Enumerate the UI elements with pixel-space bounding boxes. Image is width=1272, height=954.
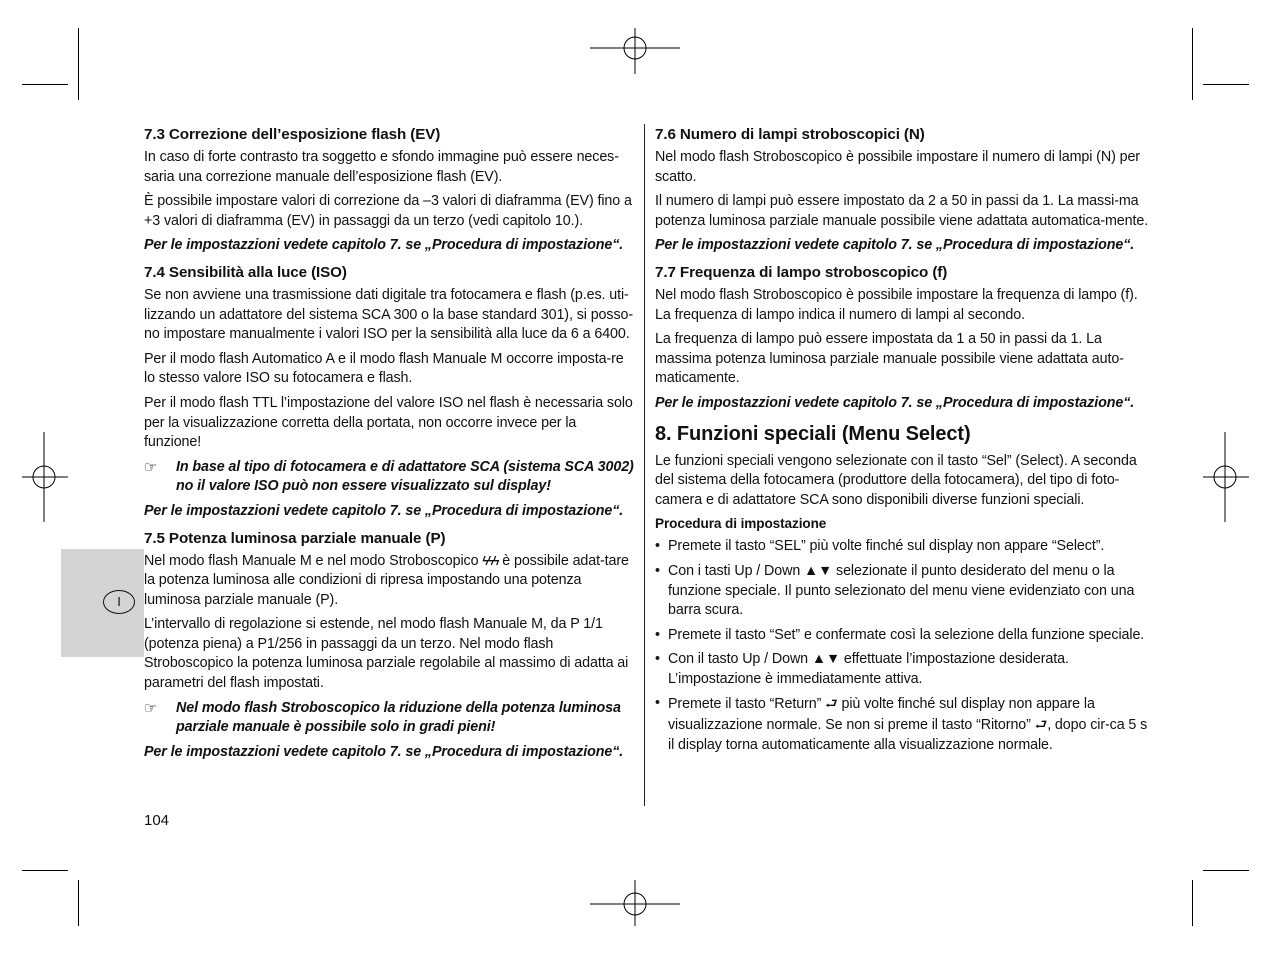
registration-mark-right bbox=[1203, 432, 1249, 522]
paragraph: In caso di forte contrasto tra soggetto e sfondo immagine può essere neces-saria una correzione manuale dell’esposizione flash (EV). bbox=[144, 149, 619, 185]
section-title: 7.3 Correzione dell’esposizione flash (EV) bbox=[144, 126, 441, 143]
section-7-5 bbox=[144, 528, 636, 763]
section-title: 7.4 Sensibilità alla luce (ISO) bbox=[144, 263, 347, 281]
note bbox=[144, 699, 636, 738]
left-column bbox=[144, 124, 636, 768]
note-text: In base al tipo di fotocamera e di adattatore SCA (sistema SCA 3002) no il valore ISO può non essere visualizzato sul display! bbox=[176, 458, 634, 495]
crop-mark bbox=[78, 880, 79, 926]
section-title: 7.6 Numero di lampi stroboscopici (N) bbox=[655, 126, 925, 143]
procedure-reference: Per le impostazzioni vedete capitolo 7. se „Procedura di impostazione“. bbox=[144, 743, 624, 760]
procedure-reference: Per le impostazzioni vedete capitolo 7. se „Procedura di impostazione“. bbox=[144, 237, 624, 254]
section-8 bbox=[655, 420, 1151, 756]
section-7-6 bbox=[655, 124, 1151, 256]
chapter-title: 8. Funzioni speciali (Menu Select) bbox=[655, 422, 971, 445]
crop-mark bbox=[22, 870, 68, 871]
list-item: • Premete il tasto “Return” ⮐ più volte finché sul display non appare la visualizzazione normale. Se non si preme il tasto “Ritorno” ⮐, dopo cir-ca 5 s il display torna automaticamente alla visualizzazione normale. bbox=[655, 694, 1151, 755]
list-item: • Premete il tasto “SEL” più volte finché sul display non appare “Select”. bbox=[655, 537, 1151, 557]
note bbox=[144, 458, 636, 497]
paragraph: Per il modo flash TTL l’impostazione del valore ISO nel flash è necessaria solo per la visualizzazione corretta della portata, non occorre invece per la funzione! bbox=[144, 394, 633, 451]
right-column bbox=[655, 124, 1151, 760]
paragraph: Nel modo flash Stroboscopico è possibile impostare il numero di lampi (N) per scatto. bbox=[655, 149, 1140, 185]
note-text: Nel modo flash Stroboscopico la riduzione della potenza luminosa parziale manuale è possibile solo in gradi pieni! bbox=[176, 699, 621, 736]
section-7-4 bbox=[144, 262, 636, 522]
paragraph: La frequenza di lampo può essere impostata da 1 a 50 in passi da 1. La massima potenza luminosa parziale manuale possibile viene adattata auto-maticamente. bbox=[655, 331, 1124, 387]
paragraph: Nel modo flash Manuale M e nel modo Stroboscopico ϟϟϟ è possibile adat-tare la potenza luminosa alle condizioni di ripresa impostando una potenza luminosa parziale manuale (P). bbox=[144, 552, 629, 608]
crop-mark bbox=[1203, 84, 1249, 85]
paragraph: Le funzioni speciali vengono selezionate con il tasto “Sel” (Select). A seconda del sistema della fotocamera (produttore della fotocamera), del tipo di foto-camera e di adattatore SCA sono disponibili diverse funzioni speciali. bbox=[655, 452, 1137, 508]
stroboscopic-icon: ϟϟϟ bbox=[482, 553, 499, 568]
return-icon: ⮐ bbox=[825, 695, 838, 712]
pointing-hand-icon: ☞ bbox=[144, 699, 158, 717]
language-tab-letter: I bbox=[103, 590, 135, 614]
paragraph: Se non avviene una trasmissione dati digitale tra fotocamera e flash (p.es. uti-lizzando un adattatore del sistema SCA 300 o la base standard 301), si posso-no impostare manualmente i valori ISO per la sensibilità alla luce da 6 a 6400. bbox=[144, 286, 634, 343]
crop-mark bbox=[22, 84, 68, 85]
column-divider bbox=[644, 124, 645, 806]
crop-mark bbox=[1192, 880, 1193, 926]
section-title: 7.5 Potenza luminosa parziale manuale (P) bbox=[144, 529, 446, 547]
procedure-subtitle: Procedura di impostazione bbox=[655, 516, 827, 532]
list-item: • Con i tasti Up / Down ▲▼ selezionate il punto desiderato del menu o la funzione speciale. Il punto selezionato del menu viene evidenziato con una barra scura. bbox=[655, 562, 1151, 621]
paragraph: È possibile impostare valori di correzione da –3 valori di diaframma (EV) fino a +3 valori di diaframma (EV) in passaggi da un terzo (vedi capitolo 10.). bbox=[144, 193, 632, 229]
section-title: 7.7 Frequenza di lampo stroboscopico (f) bbox=[655, 263, 948, 281]
paragraph: Per il modo flash Automatico A e il modo flash Manuale M occorre imposta-re lo stesso valore ISO su fotocamera e flash. bbox=[144, 350, 624, 387]
return-icon: ⮐ bbox=[1034, 716, 1048, 733]
paragraph: Nel modo flash Stroboscopico è possibile impostare la frequenza di lampo (f). La frequenza di lampo indica il numero di lampi al secondo. bbox=[655, 286, 1138, 323]
procedure-reference: Per le impostazzioni vedete capitolo 7. se „Procedura di impostazione“. bbox=[144, 502, 624, 519]
section-7-3 bbox=[144, 124, 636, 256]
page-number: 104 bbox=[144, 812, 170, 829]
procedure-reference: Per le impostazzioni vedete capitolo 7. se „Procedura di impostazione“. bbox=[655, 237, 1135, 254]
paragraph: Il numero di lampi può essere impostato da 2 a 50 in passi da 1. La massi-ma potenza luminosa parziale manuale possibile viene adattata automatica-mente. bbox=[655, 193, 1149, 229]
procedure-reference: Per le impostazzioni vedete capitolo 7. se „Procedura di impostazione“. bbox=[655, 394, 1135, 411]
paragraph: L’intervallo di regolazione si estende, nel modo flash Manuale M, da P 1/1 (potenza piena) a P1/256 in passaggi da un terzo. Nel modo flash Stroboscopico la potenza luminosa parziale regolabile al massimo di adatta ai parametri del flash impostati. bbox=[144, 616, 629, 692]
registration-mark-left bbox=[22, 432, 68, 522]
pointing-hand-icon: ☞ bbox=[144, 458, 158, 476]
registration-mark-bottom bbox=[590, 880, 680, 926]
procedure-steps bbox=[655, 537, 1151, 755]
list-item: • Premete il tasto “Set” e confermate così la selezione della funzione speciale. bbox=[655, 626, 1151, 646]
list-item: • Con il tasto Up / Down ▲▼ effettuate l’impostazione desiderata. L’impostazione è immediatamente attiva. bbox=[655, 650, 1151, 689]
crop-mark bbox=[78, 28, 79, 100]
crop-mark bbox=[1192, 28, 1193, 100]
registration-mark-top bbox=[590, 28, 680, 74]
crop-mark bbox=[1203, 870, 1249, 871]
section-7-7 bbox=[655, 262, 1151, 414]
